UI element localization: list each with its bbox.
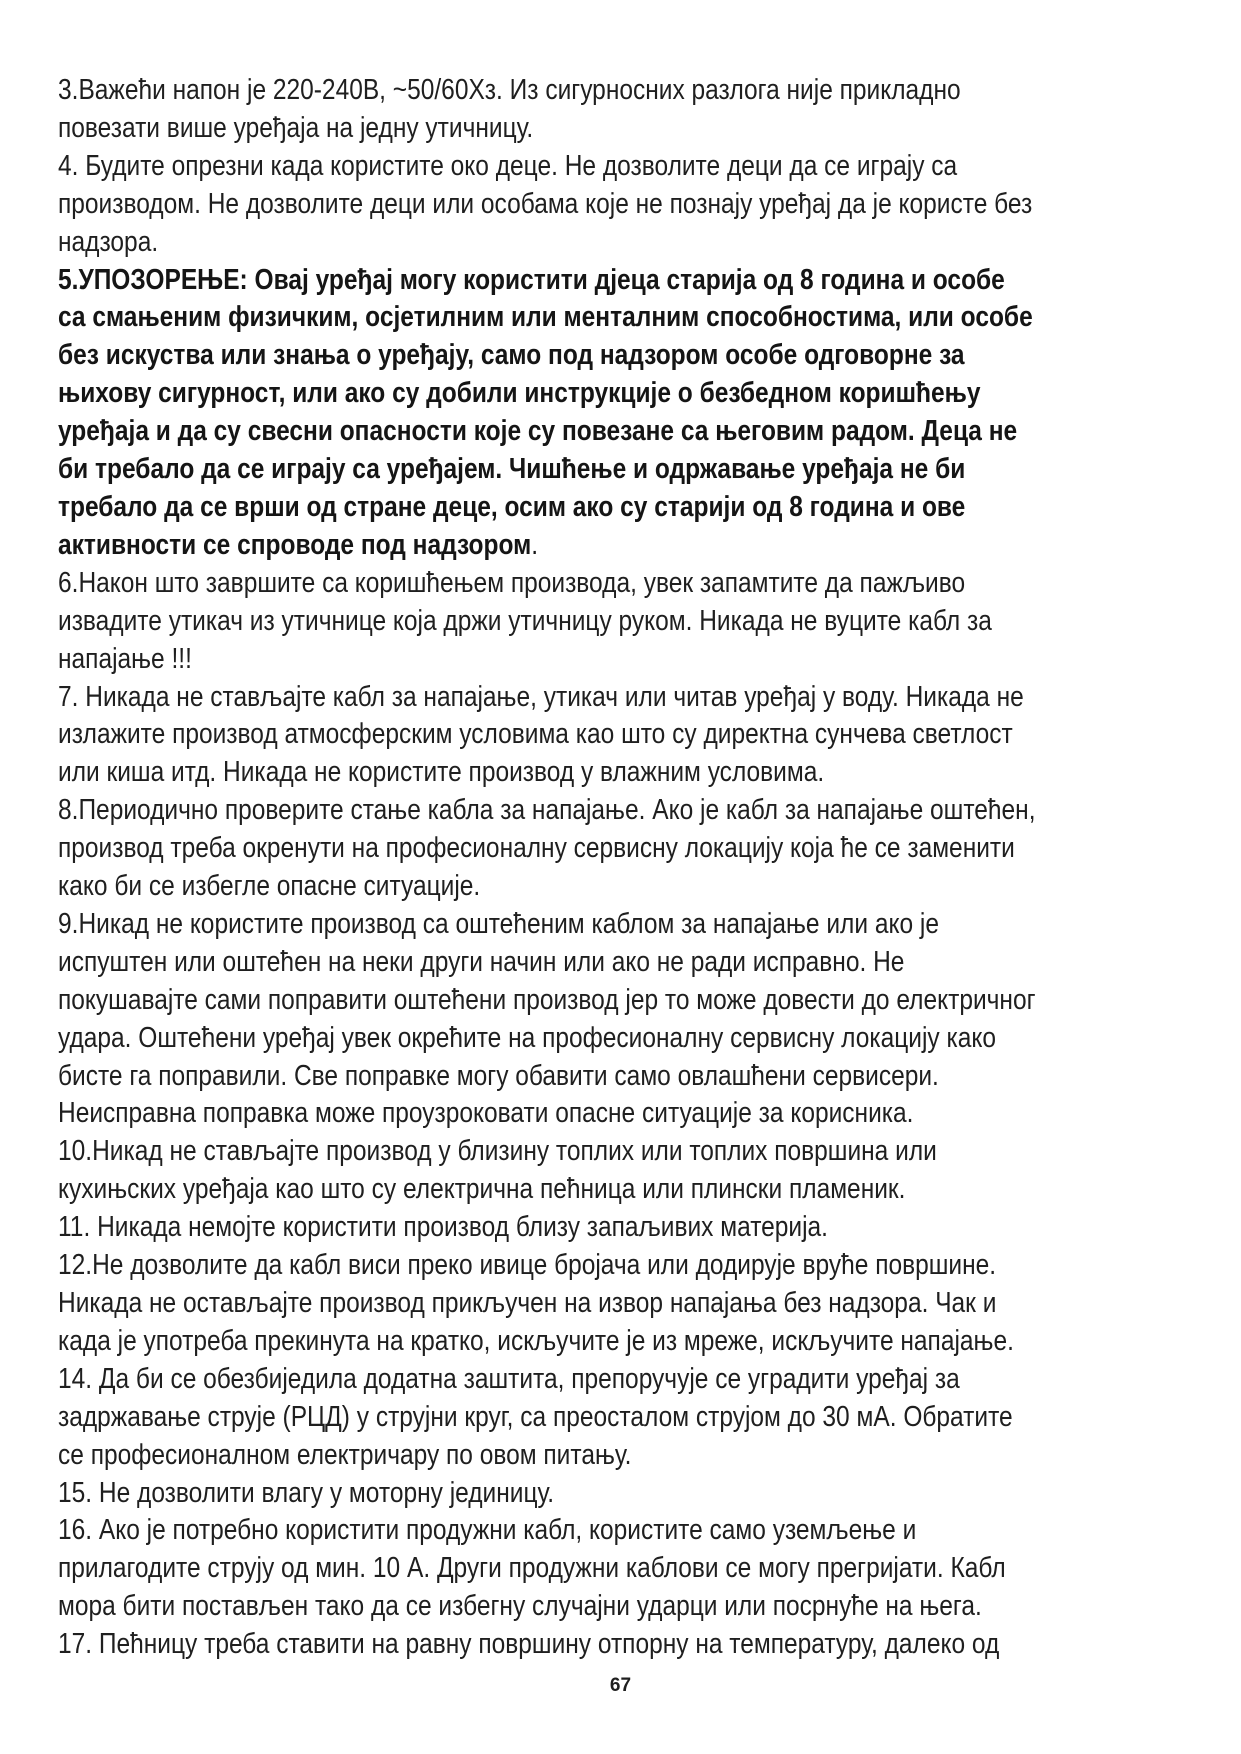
manual-page-body xyxy=(58,72,1038,1664)
paragraph-item-8: 8.Периодично проверите стање кабла за напајање. Ако је кабл за напајање оштећен, производ треба окренути на професионалну сервисну локацију која ће се заменити како би се избегле опасне ситуације. xyxy=(58,794,1036,903)
paragraph-item-10: 10.Никад не стављајте производ у близину топлих или топлих површина или кухињских уређаја као што су електрична пећница или плински пламеник. xyxy=(58,1135,937,1206)
paragraph-item-14: 14. Да би се обезбиједила додатна заштита, препоручује се уградити уређај за задржавање струје (РЦД) у струјни круг, са преосталом струјом до 30 мА. Обратите се професионалном електричару по овом питању. xyxy=(58,1362,1013,1471)
warning-text: 5.УПОЗОРЕЊЕ: Овај уређај могу користити дјеца старија од 8 година и особе са смањеним физичким, осјетилним или менталним способностима, или особе без искуства или знања о уређају, само под надзором особе одговорне за њихову сигурност, или ако су добили инструкције о безбедном коришћењу уређаја и да су свесни опасности које су повезане са његовим радом. Деца не би требало да се играју са уређајем. Чишћење и одржавање уређаја не би требало да се врши од стране деце, осим ако су старији од 8 година и ове активности се спроводе под надзором xyxy=(58,263,1033,561)
paragraph-item-4: 4. Будите опрезни када користите око деце. Не дозволите деци да се играју са производом. Не дозволите деци или особама које не познају уређај да је користе без надзора. xyxy=(58,149,1033,258)
warning-paragraph xyxy=(58,262,1038,565)
page-number: 67 xyxy=(609,1675,632,1696)
paragraph-item-17: 17. Пећницу треба ставити на равну површину отпорну на температуру, далеко од xyxy=(58,1628,1000,1661)
paragraph-item-11: 11. Никада немојте користити производ близу запаљивих материја. xyxy=(58,1211,828,1244)
paragraph-item-6: 6.Након што завршите са коришћењем производа, увек запамтите да пажљиво извадите утикач из утичнице која држи утичницу руком. Никада не вуците кабл за напајање !!! xyxy=(58,566,992,675)
paragraph-item-9: 9.Никад не користите производ са оштећеним каблом за напајање или ако је испуштен или оштећен на неки други начин или ако не ради исправно. Не покушавајте сами поправити оштећени производ јер то може довести до електричног удара. Оштећени уређај увек окрећите на професионалну сервисну локацију како бисте га поправили. Све поправке могу обавити само овлашћени сервисери. Неисправна поправка може проузроковати опасне ситуације за корисника. xyxy=(58,907,1036,1130)
paragraph-item-12: 12.Не дозволите да кабл виси преко ивице бројача или додирује вруће површине. Никада не остављајте производ прикључен на извор напајања без надзора. Чак и када је употреба прекинута на кратко, искључите је из мреже, искључите напајање. xyxy=(58,1249,1014,1357)
paragraph-item-16: 16. Ако је потребно користити продужни кабл, користите само уземљење и прилагодите струју од мин. 10 А. Други продужни каблови се могу прегријати. Кабл мора бити постављен тако да се избегну случајни ударци или посрнуће на њега. xyxy=(58,1514,1006,1623)
paragraph-item-15: 15. Не дозволити влагу у моторну јединицу. xyxy=(58,1476,555,1509)
warning-tail: . xyxy=(531,528,539,561)
paragraph-item-7: 7. Никада не стављајте кабл за напајање, утикач или читав уређај у воду. Никада не излажите производ атмосферским условима као што су директна сунчева светлост или киша итд. Никада не користите производ у влажним условима. xyxy=(58,680,1024,789)
paragraph-item-3: 3.Важећи напон је 220-240В, ~50/60Хз. Из сигурносних разлога није прикладно повезати више уређаја на једну утичницу. xyxy=(58,74,961,144)
